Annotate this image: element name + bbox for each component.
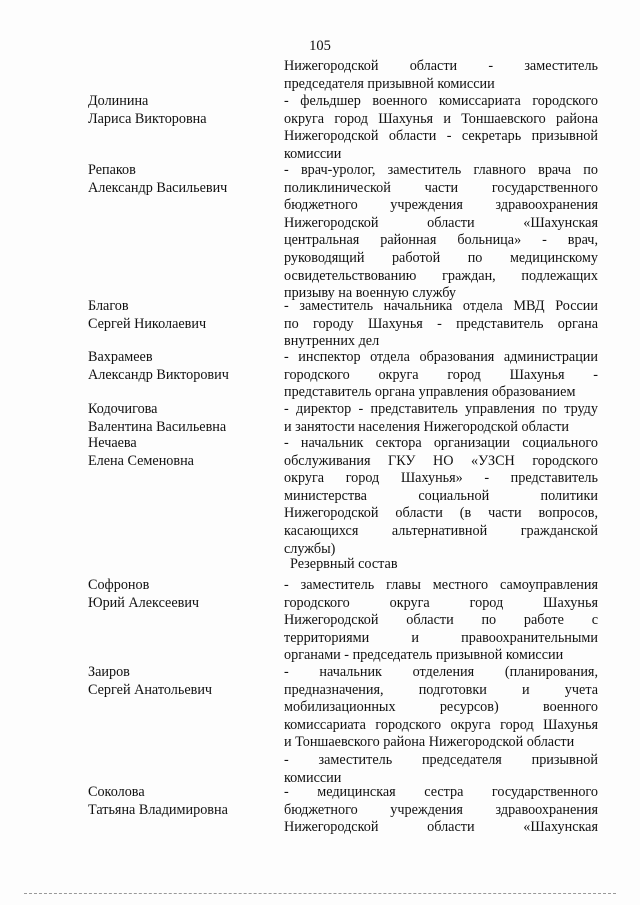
desc-line: поликлинической части государственного — [284, 179, 598, 196]
member-surname: Кодочигова — [88, 401, 158, 417]
member-description — [284, 162, 598, 303]
desc-line: - начальник отделения (планирования, — [284, 664, 598, 680]
desc-line: - начальник сектора организации социального — [284, 435, 598, 451]
member-surname: Нечаева — [88, 435, 137, 451]
member-name — [88, 664, 278, 699]
desc-line: и занятости населения Нижегородской области — [284, 418, 569, 435]
desc-line: Нижегородской области - секретарь призывной — [284, 128, 598, 145]
member-name — [88, 349, 278, 384]
desc-line: по городу Шахунья - представитель органа — [284, 315, 598, 332]
member-surname: Долинина — [88, 93, 149, 109]
desc-line: - врач-уролог, заместитель главного врача по — [284, 162, 598, 178]
member-given-names: Сергей Анатольевич — [88, 681, 213, 698]
desc-line: - директор - представитель управления по труду — [284, 401, 598, 417]
member-surname: Репаков — [88, 162, 136, 178]
desc-line: - заместитель главы местного самоуправления — [284, 577, 598, 593]
desc-line: бюджетного учреждения здравоохранения — [284, 197, 598, 214]
member-surname: Вахрамеев — [88, 349, 153, 365]
desc-line: освидетельствованию граждан, подлежащих — [284, 267, 598, 284]
member-description — [284, 349, 598, 402]
desc-line: Нижегородской области по работе с — [284, 612, 598, 629]
desc-line: касающихся альтернативной гражданской — [284, 522, 598, 539]
desc-line: руководящий работой по медицинскому — [284, 249, 598, 266]
member-name — [88, 298, 278, 333]
member-surname: Соколова — [88, 784, 145, 800]
desc-line: - фельдшер военного комиссариата городского — [284, 93, 598, 109]
member-description — [284, 664, 598, 787]
member-given-names: Елена Семеновна — [88, 452, 194, 469]
desc-line: комиссариата городского округа город Шахунья — [284, 716, 598, 733]
member-name — [88, 162, 278, 197]
member-surname: Софронов — [88, 577, 150, 593]
desc-line: - инспектор отдела образования администрации — [284, 349, 598, 365]
desc-line: органами - председатель призывной комиссии — [284, 647, 564, 664]
desc-line: округа город Шахунья» - представитель — [284, 470, 598, 487]
member-given-names: Юрий Алексеевич — [88, 594, 200, 611]
desc-line: министерства социальной политики — [284, 487, 598, 504]
reserve-heading: Резервный состав — [290, 556, 398, 572]
member-given-names: Татьяна Владимировна — [88, 801, 228, 818]
member-description — [284, 298, 598, 351]
member-name — [88, 577, 278, 612]
desc-line: округа город Шахунья и Тоншаевского района — [284, 110, 598, 127]
intro-description — [284, 58, 598, 93]
desc-line: внутренних дел — [284, 333, 380, 350]
desc-line: Нижегородской области - заместитель — [284, 58, 598, 74]
member-given-names: Лариса Викторовна — [88, 110, 207, 127]
member-name — [88, 784, 278, 819]
desc-line: комиссии — [284, 145, 342, 162]
member-given-names: Александр Викторович — [88, 366, 229, 383]
desc-line: комиссии — [284, 769, 342, 786]
desc-line: предназначения, подготовки и учета — [284, 681, 598, 698]
desc-line: представитель органа управления образованием — [284, 384, 576, 401]
desc-line: и Тоншаевского района Нижегородской области — [284, 734, 575, 751]
desc-line: городского округа город Шахунья — [284, 594, 598, 611]
member-given-names: Валентина Васильевна — [88, 418, 227, 435]
desc-line: городского округа город Шахунья - — [284, 366, 598, 383]
member-name — [88, 93, 278, 128]
desc-line: - медицинская сестра государственного — [284, 784, 598, 800]
desc-line: Нижегородской области (в части вопросов, — [284, 505, 598, 522]
desc-line: - заместитель начальника отдела МВД России — [284, 298, 598, 314]
desc-line: - заместитель председателя призывной — [284, 751, 598, 768]
member-surname: Благов — [88, 298, 129, 314]
member-given-names: Сергей Николаевич — [88, 315, 207, 332]
member-description — [284, 401, 598, 436]
scan-edge-divider — [24, 893, 616, 894]
member-description — [284, 93, 598, 163]
desc-line: бюджетного учреждения здравоохранения — [284, 801, 598, 818]
desc-line: Нижегородской области «Шахунская — [284, 819, 598, 836]
desc-line: председателя призывной комиссии — [284, 75, 495, 92]
desc-line: обслуживания ГКУ НО «УЗСН городского — [284, 452, 598, 469]
page-number: 105 — [309, 38, 331, 54]
desc-line: мобилизационных ресурсов) военного — [284, 699, 598, 716]
desc-line: службы) — [284, 540, 336, 557]
member-name — [88, 435, 278, 470]
desc-line: призыву на военную службу — [284, 285, 456, 302]
member-description — [284, 435, 598, 558]
member-description — [284, 577, 598, 665]
member-description — [284, 784, 598, 837]
member-name — [88, 401, 278, 436]
member-surname: Заиров — [88, 664, 130, 680]
desc-line: центральная районная больница» - врач, — [284, 232, 598, 249]
desc-line: территориями и правоохранительными — [284, 629, 598, 646]
member-given-names: Александр Васильевич — [88, 179, 228, 196]
desc-line: Нижегородской области «Шахунская — [284, 214, 598, 231]
